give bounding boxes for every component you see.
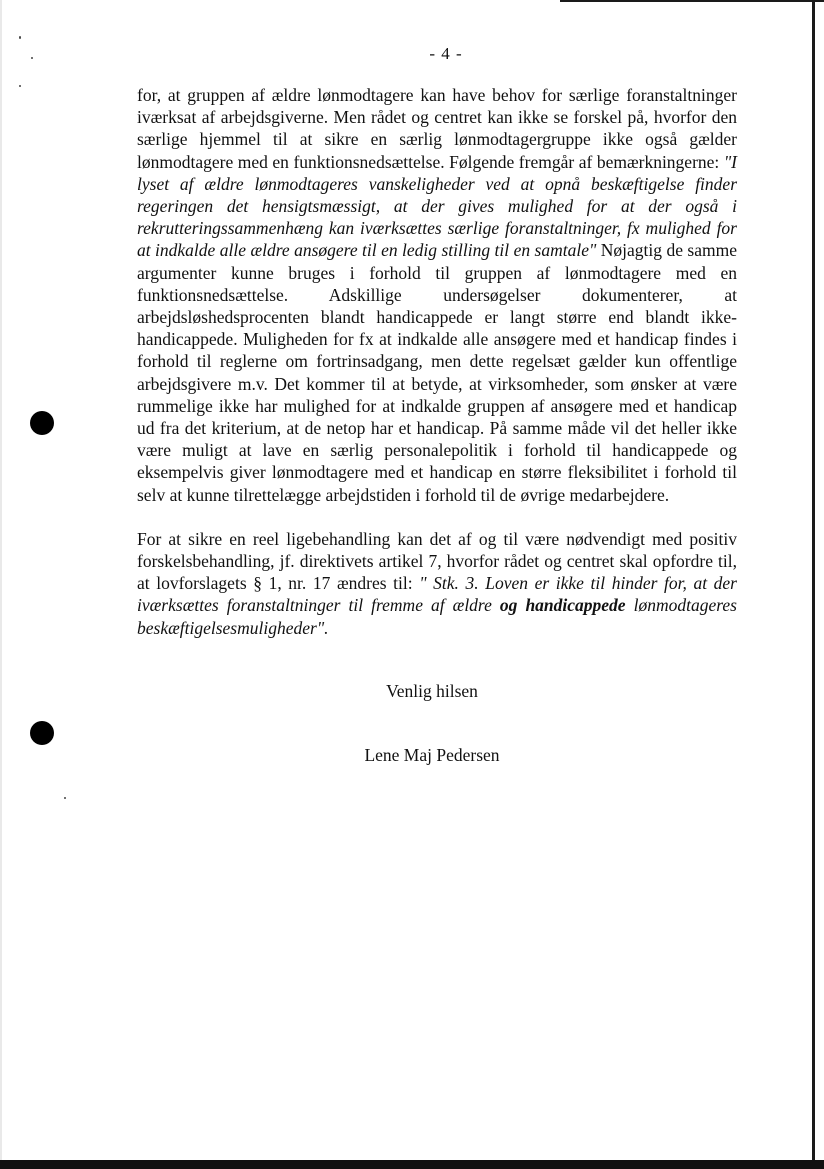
quote-bill-remarks: "I lyset af ældre lønmodtageres vanskeligheder ved at opnå beskæftigelse finder regeringen det hensigtsmæssigt, at der gives mulighed for at der også i rekrutteringssammenhæng kan iværksættes særlige foranstaltninger, fx mulighed for at indkalde alle ældre ansøgere til en ledig stilling til en samtale" (137, 151, 737, 261)
proposed-amendment-emphasis: og handicappede (499, 595, 626, 616)
proposed-amendment-a: " Stk. 3. Loven er ikke til hinder for, at der iværksættes foranstaltninger til fremme af ældre (137, 573, 737, 616)
letter-body (137, 84, 737, 661)
paragraph-handicap-argument (137, 84, 737, 506)
paragraph-2-text: For at sikre en reel ligebehandling kan det af og til være nødvendigt med positiv forskelsbehandling, jf. direktivets artikel 7, hvorfor rådet og centret skal opfordre til, at lovforslagets § 1, nr. 17 ændres til: (137, 528, 737, 594)
signature-name: Lene Maj Pedersen (364, 745, 500, 765)
scan-bottom-edge (0, 1160, 824, 1169)
scan-speck (19, 85, 21, 87)
scan-top-edge (560, 0, 824, 2)
paragraph-1-text-a: for, at gruppen af ældre lønmodtagere kan have behov for særlige foranstaltninger iværksat af arbejdsgiverne. Men rådet og centret kan ikke se forskel på, hvorfor den særlige hjemmel til at sikre en særlig lønmodtagergruppe ikke også gælder lønmodtagere med en funktionsnedsættelse. Følgende fremgår af bemærkningerne: (137, 85, 737, 172)
paragraph-positive-discrimination (137, 528, 737, 639)
scan-right-edge (812, 0, 815, 1169)
proposed-amendment-b: lønmodtageres beskæftigelsesmuligheder". (137, 595, 737, 638)
closing-greeting: Venlig hilsen (386, 681, 478, 701)
punch-hole-upper (30, 411, 54, 435)
punch-hole-lower (30, 721, 54, 745)
paragraph-1-text-b: Nøjagtig de samme argumenter kunne bruges i forhold til gruppen af lønmodtagere med en funktionsnedsættelse. Adskillige undersøgelser dokumenterer, at arbejdsløshedsprocenten blandt handicappede er langt større end blandt ikke-handicappede. Muligheden for fx at indkalde alle ansøgere med et handicap findes i forhold til reglerne om fortrinsadgang, men dette regelsæt gælder kun offentlige arbejdsgivere m.v. Det kommer til at betyde, at virksomheder, som ønsker at være rummelige ikke har mulighed for at indkalde gruppen af ansøgere med et handicap ud fra det kriterium, at de netop har et handicap. På samme måde vil det heller ikke være muligt at lave en særlig personalepolitik i forhold til handicappede og eksempelvis giver lønmodtagere med et handicap en større fleksibilitet i forhold til selv at kunne tilrettelægge arbejdstiden i forhold til de øvrige medarbejdere. (137, 240, 737, 505)
page-number: - 4 - (429, 44, 463, 63)
scan-speck (64, 797, 66, 799)
scan-left-edge (0, 0, 2, 1169)
scan-speck (19, 36, 21, 39)
